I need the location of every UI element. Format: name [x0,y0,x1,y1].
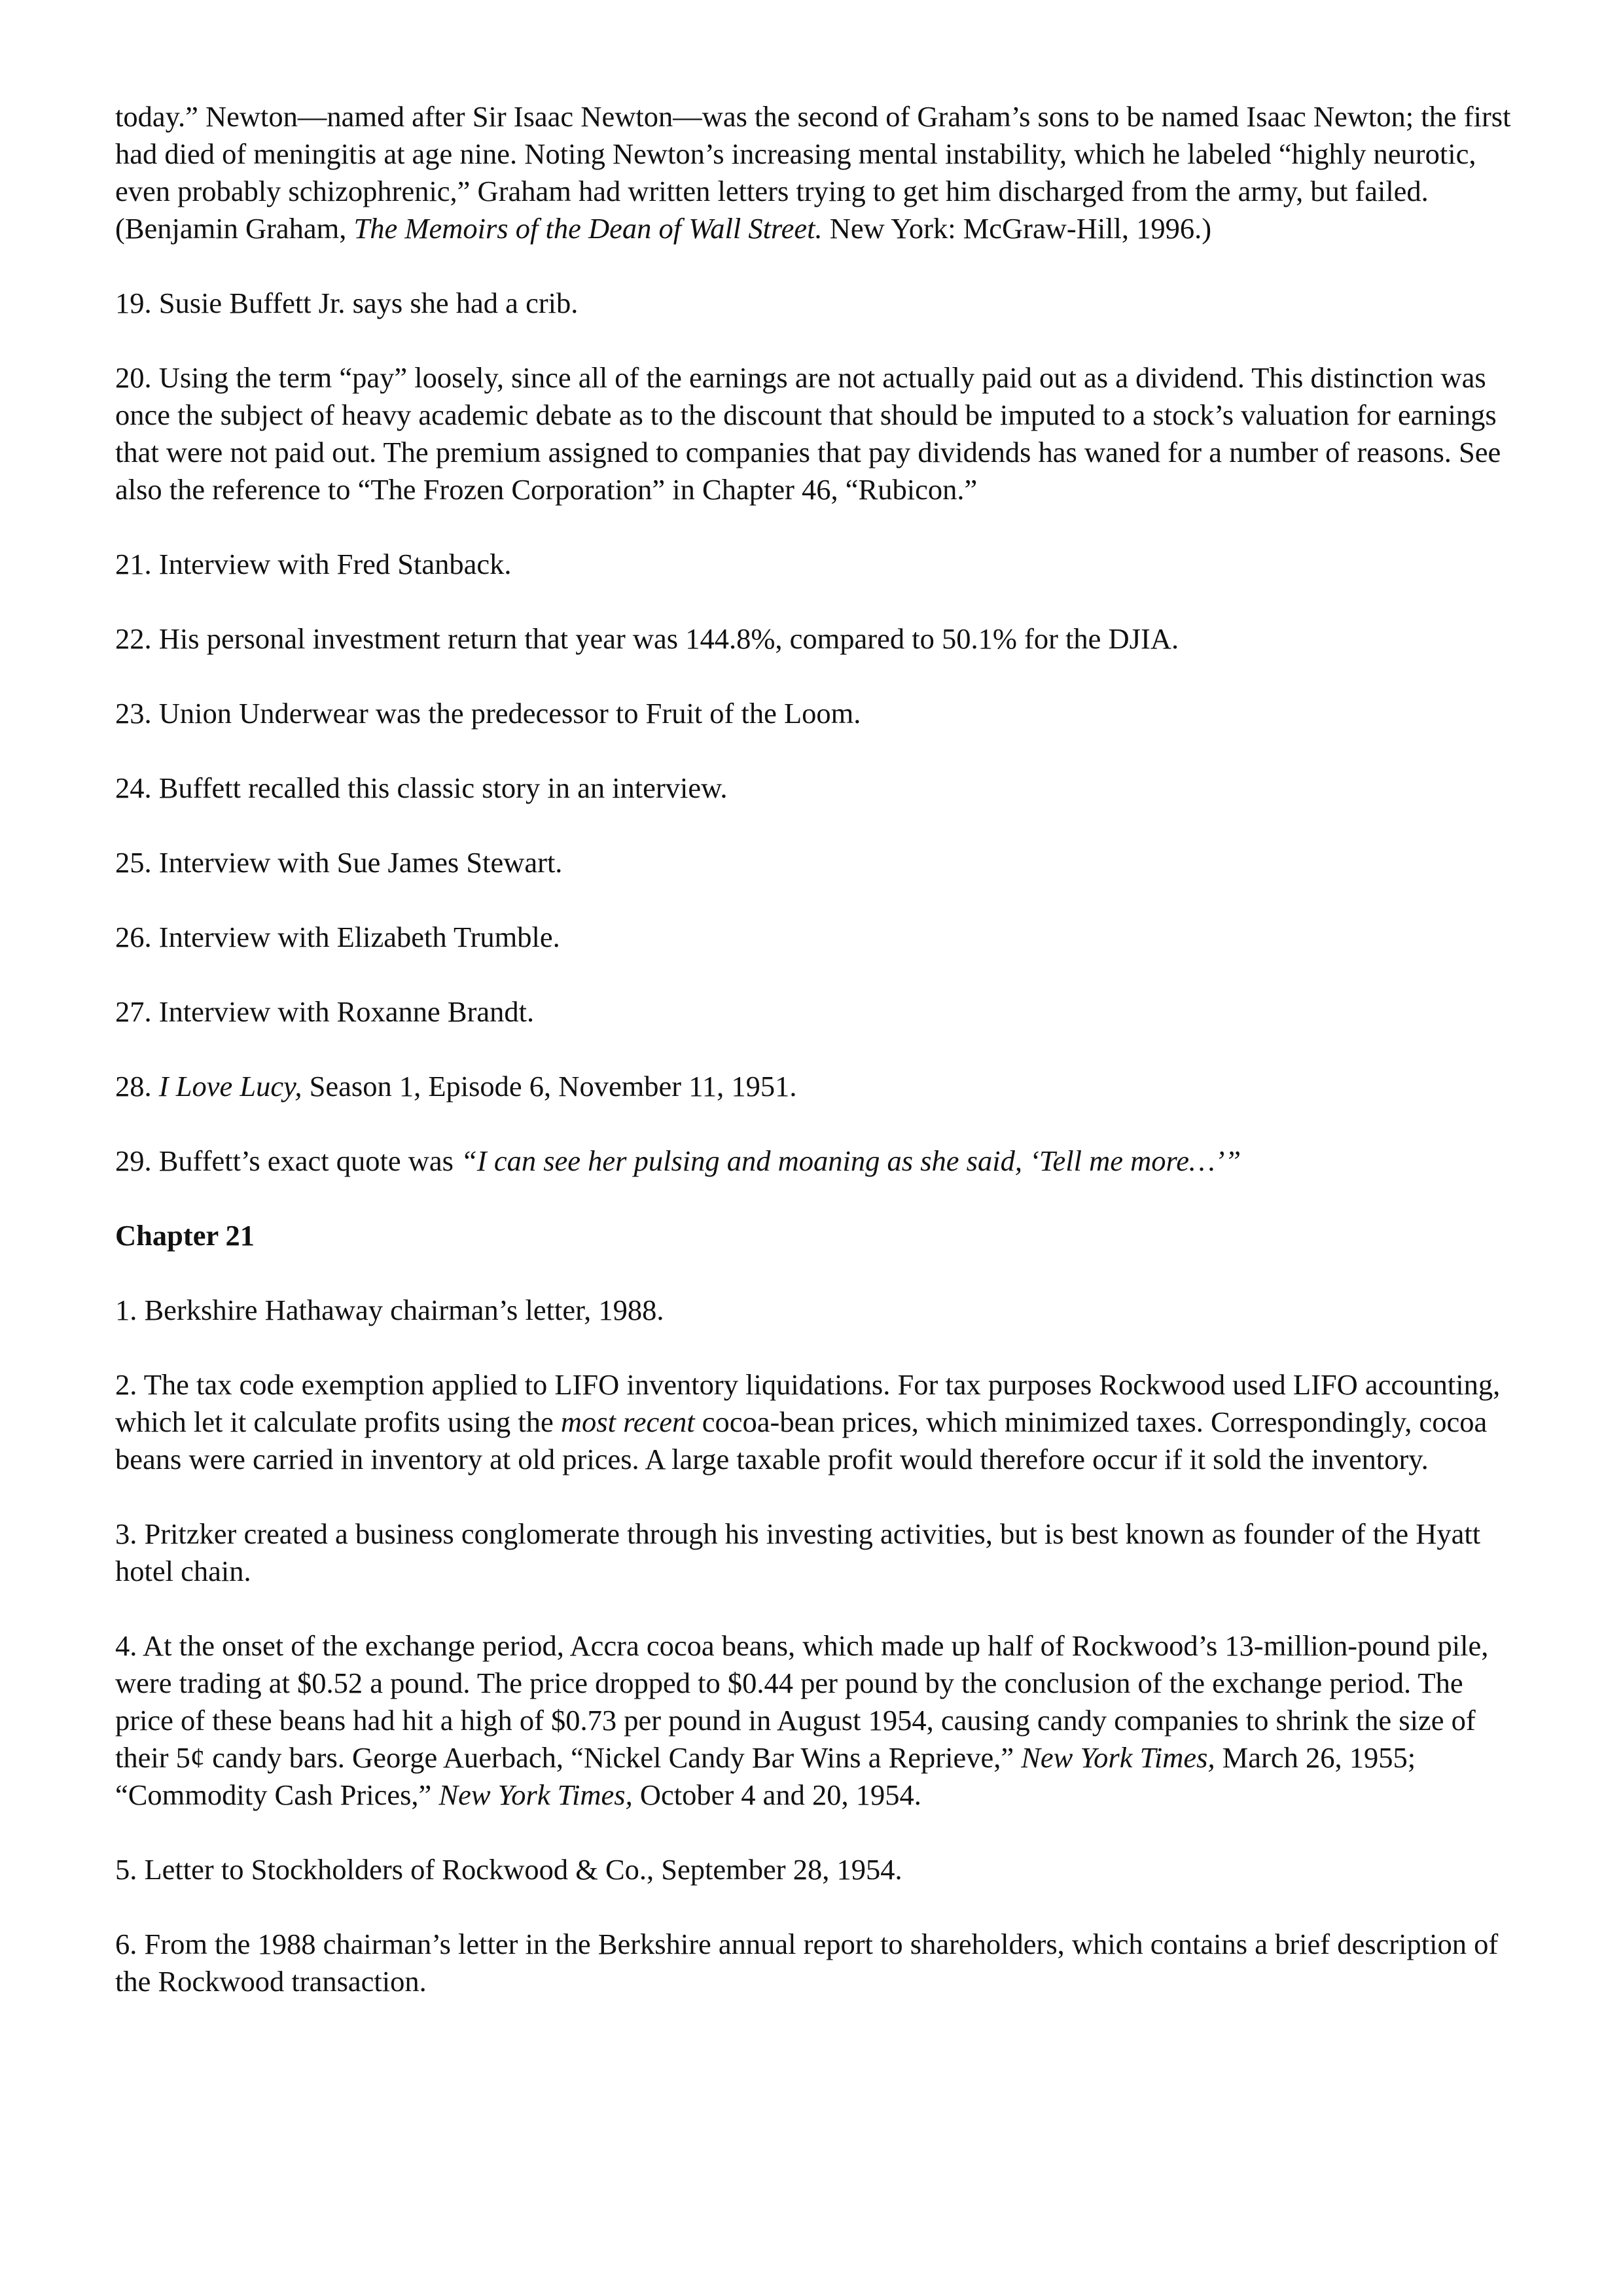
endnote-note-22 [115,620,1516,658]
endnote-text-segment: 19. Susie Buffett Jr. says she had a crib. [115,287,579,319]
endnote-text-segment: 25. Interview with Sue James Stewart. [115,846,563,879]
endnote-text-segment: 3. Pritzker created a business conglomerate through his investing activities, but is best known as founder of the Hyatt hotel chain. [115,1517,1481,1587]
endnote-note-29 [115,1142,1516,1180]
endnote-text-segment: 4. At the onset of the exchange period, Accra cocoa beans, which made up half of Rockwood’s 13-million-pound pile, were trading at $0.52 a pound. The price dropped to $0.44 per pound by the conclusion of the exchange period. The price of these beans had hit a high of $0.73 per pound in August 1954, causing candy companies to shrink the size of their 5¢ candy bars. George Auerbach, “Nickel Candy Bar Wins a Reprieve,” [115,1629,1489,1774]
endnote-note-28 [115,1068,1516,1105]
endnote-note-18-continued [115,98,1516,247]
endnote-note-24 [115,769,1516,807]
endnote-text-segment: New York Times, [438,1778,633,1811]
notes-list-before [115,98,1516,1180]
endnote-text-segment: 27. Interview with Roxanne Brandt. [115,995,535,1028]
endnote-ch21-note-6 [115,1926,1516,2000]
endnote-ch21-note-2 [115,1366,1516,1478]
endnote-text-segment: New York: McGraw-Hill, 1996.) [822,212,1212,245]
endnote-note-19 [115,285,1516,322]
document-page [115,98,1516,2038]
endnote-text-segment: 28. [115,1070,159,1103]
endnote-text-segment: “I can see her pulsing and moaning as she said, ‘Tell me more…’” [461,1144,1241,1177]
endnote-text-segment: 2. The tax code exemption applied to LIFO inventory liquidations. For tax purposes Rockwood used LIFO accounting, which let it calculate profits using the [115,1368,1501,1438]
endnote-note-25 [115,844,1516,881]
endnote-text-segment: 20. Using the term “pay” loosely, since all of the earnings are not actually paid out as a dividend. This distinction was once the subject of heavy academic debate as to the discount that should be imputed to a stock’s valuation for earnings that were not paid out. The premium assigned to companies that pay dividends has waned for a number of reasons. See also the reference to “The Frozen Corporation” in Chapter 46, “Rubicon.” [115,361,1501,506]
endnote-ch21-note-4 [115,1627,1516,1814]
endnote-note-20 [115,359,1516,508]
endnote-text-segment: The Memoirs of the Dean of Wall Street. [353,212,823,245]
endnote-text-segment: I Love Lucy, [158,1070,302,1103]
endnote-text-segment: March 26, 1955; “Commodity Cash Prices,” [115,1741,1416,1811]
endnote-text-segment: October 4 and 20, 1954. [632,1778,921,1811]
endnote-text-segment: most recent [560,1405,695,1438]
notes-list-after [115,1292,1516,2000]
endnote-text-segment: cocoa-bean prices, which minimized taxes. Correspondingly, cocoa beans were carried in inventory at old prices. A large taxable profit would therefore occur if it sold the inventory. [115,1405,1488,1475]
endnote-ch21-note-1 [115,1292,1516,1329]
endnote-text-segment: 29. Buffett’s exact quote was [115,1144,461,1177]
endnote-ch21-note-3 [115,1515,1516,1590]
endnote-text-segment: 23. Union Underwear was the predecessor to Fruit of the Loom. [115,697,861,730]
endnote-text-segment: Season 1, Episode 6, November 11, 1951. [302,1070,797,1103]
endnote-ch21-note-5 [115,1851,1516,1888]
endnote-text-segment: 21. Interview with Fred Stanback. [115,548,512,580]
endnote-text-segment: 6. From the 1988 chairman’s letter in the Berkshire annual report to shareholders, which contains a brief description of the Rockwood transaction. [115,1928,1499,1998]
endnote-text-segment: 24. Buffett recalled this classic story in an interview. [115,771,728,804]
endnote-text-segment: New York Times, [1021,1741,1215,1774]
endnote-text-segment: 22. His personal investment return that year was 144.8%, compared to 50.1% for the DJIA. [115,622,1179,655]
endnote-note-27 [115,993,1516,1031]
chapter-heading: Chapter 21 [115,1219,255,1252]
endnote-text-segment: today.” Newton—named after Sir Isaac Newton—was the second of Graham’s sons to be named Isaac Newton; the first had died of meningitis at age nine. Noting Newton’s increasing mental instability, which he labeled “highly neurotic, even probably schizophrenic,” Graham had written letters trying to get him discharged from the army, but failed. (Benjamin Graham, [115,100,1511,245]
endnote-text-segment: 26. Interview with Elizabeth Trumble. [115,921,560,953]
endnote-note-23 [115,695,1516,732]
endnote-note-21 [115,546,1516,583]
endnote-text-segment: 1. Berkshire Hathaway chairman’s letter, 1988. [115,1294,664,1326]
endnote-text-segment: 5. Letter to Stockholders of Rockwood & Co., September 28, 1954. [115,1853,902,1886]
endnote-note-26 [115,919,1516,956]
